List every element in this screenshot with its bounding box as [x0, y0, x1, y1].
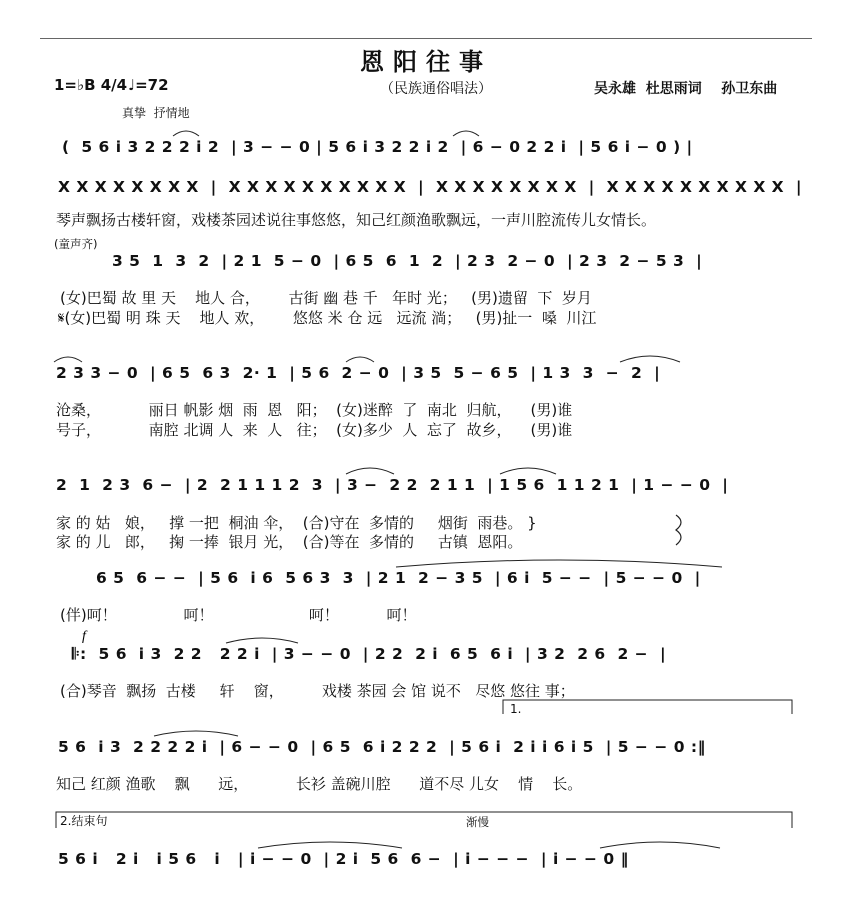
slur [396, 560, 722, 567]
slur [620, 356, 680, 362]
lyric-brace [676, 515, 681, 545]
stave-1-notes: ( 5 6 i 3 2 2 2 i 2 | 3 − − 0 | 5 6 i 3 2 2 i 2 | 6 − 0 2 2 i | 5 6 i − 0 ) | [62, 138, 693, 156]
stave-5-notes: 2 1 2 3 6 − | 2 2 1 1 1 2 3 | 3 − 2 2 2 1 1 | 1 5 6 1 1 2 1 | 1 − − 0 | [56, 476, 729, 494]
expression-marking: 真挚 抒情地 [122, 106, 190, 120]
slur [346, 468, 394, 474]
credits: 吴永雄 杜思雨词 孙卫东曲 [594, 81, 778, 97]
stave-3-lyrics-2: 𝄋(女)巴蜀 明 珠 天 地人 欢， 悠悠 米 仓 远 远流 淌； (男)扯一 嗓 川江 [58, 309, 597, 327]
volta-2-bracket [56, 812, 792, 828]
stave-8-lyrics: 知己 红颜 渔歌 飘 远， 长衫 盖碗川腔 道不尽 儿女 情 长。 [56, 775, 583, 793]
ritardando-marking: 渐慢 [466, 815, 489, 829]
stave-3-lyrics-1: (女)巴蜀 故 里 天 地人 合， 古街 幽 巷 千 年时 光； (男)遗留 下 岁月 [60, 289, 592, 307]
key-signature: 1=♭B 4/4 [54, 76, 128, 94]
stave-6-notes: 6 5 6 − − | 5 6 i 6 5 6 3 3 | 2 1 2 − 3 5 | 6 i 5 − − | 5 − − 0 | [96, 569, 701, 587]
tempo-marking: ♩=72 [128, 76, 169, 94]
slur [500, 468, 556, 474]
slur [226, 638, 298, 643]
stave-3-notes: 3 5 1 3 2 | 2 1 5 − 0 | 6 5 6 1 2 | 2 3 2 − 0 | 2 3 2 − 5 3 | [112, 252, 703, 270]
stave-8-notes: 5 6 i 3 2 2 2 2 i | 6 − − 0 | 6 5 6 i 2 2 2 | 5 6 i 2 i i 6 i 5 | 5 − − 0 :‖ [58, 738, 706, 756]
stave-2-notes: X X X X X X X X | X X X X X X X X X X | X X X X X X X X | X X X X X X X X X X | [58, 178, 803, 196]
song-title: 恩阳往事 [360, 48, 492, 76]
stave-4-lyrics-2: 号子， 南腔 北调 人 来 人 往； (女)多少 人 忘了 故乡， (男)谁 [56, 421, 573, 439]
slur [154, 731, 238, 736]
slur [173, 131, 199, 136]
stave-9-notes: 5 6 i 2 i i 5 6 i | i − − 0 | 2 i 5 6 6 − | i − − − | i − − 0 ‖ [58, 850, 629, 868]
singing-style: （民族通俗唱法） [380, 81, 492, 97]
first-ending-label: 1. [510, 702, 522, 716]
forte-marking: f [82, 629, 86, 644]
stave-7-notes: 𝄆: 5 6 i 3 2 2 2 2 i | 3 − − 0 | 2 2 2 i 6 5 6 i | 3 2 2 6 2 − | [72, 645, 667, 663]
second-ending-label: 2.结束句 [60, 814, 108, 828]
slur [54, 357, 82, 362]
stave-4-notes: 2 3 3 − 0 | 6 5 6 3 2· 1 | 5 6 2 − 0 | 3 5 5 − 6 5 | 1 3 3 − 2 | [56, 364, 661, 382]
stave-7-lyrics: (合)琴音 飘扬 古楼 轩 窗， 戏楼 茶园 会 馆 说不 尽悠 悠往 事； [60, 682, 575, 700]
slur [600, 842, 720, 848]
stave-6-lyrics: (伴)呵！ 呵！ 呵！ 呵！ [60, 606, 417, 624]
slur [453, 131, 479, 136]
stave-5-lyrics-2: 家 的 儿 郎， 掬 一捧 银月 光， (合)等在 多情的 古镇 恩阳。 [56, 533, 523, 551]
stave-4-lyrics-1: 沧桑， 丽日 帆影 烟 雨 恩 阳； (女)迷醉 了 南北 归航， (男)谁 [56, 401, 573, 419]
stave-2-voice-label: (童声齐) [54, 237, 98, 251]
slur [258, 842, 402, 848]
stave-2-lyrics: 琴声飘扬古楼轩窗，戏楼茶园述说往事悠悠，知己红颜渔歌飘远，一声川腔流传儿女情长。 [56, 211, 657, 229]
slur [346, 357, 374, 362]
volta-1-bracket [503, 700, 792, 714]
stave-5-lyrics-1: 家 的 姑 娘， 撑 一把 桐油 伞， (合)守在 多情的 烟街 雨巷。 } [56, 514, 537, 532]
